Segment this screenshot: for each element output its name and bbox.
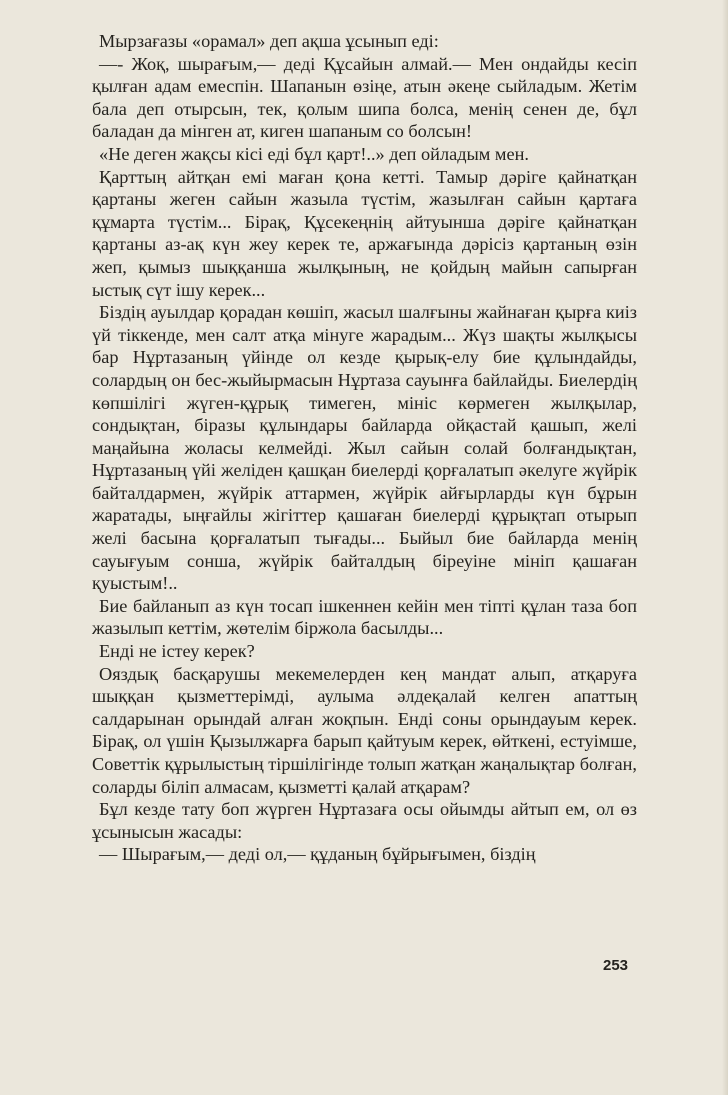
paragraph-7: Енді не істеу керек? xyxy=(99,641,255,662)
page-edge-shadow xyxy=(722,0,728,1095)
paragraph-4: Қарттың айтқан емі маған қона кетті. Тамыр дәріге қайнатқан қартаны жеген сайын жазыла түстім, жазылған сайын қартаға құмарта түстім... Бірақ, Құсекеңнің айтуынша дәріге қайнатқан қартаны аз-ақ күн жеу керек те, аржағында дәрісіз қартаның өзін жеп, қымыз шыққанша жылқының, не қойдың майын сапырған ыстық сүт ішу керек... xyxy=(92,166,637,300)
paragraph-9: Бұл кезде тату боп жүрген Нұртазаға осы ойымды айтып ем, ол өз ұсынысын жасады: xyxy=(92,799,637,842)
paragraph-10: — Шырағым,— деді ол,— құданың бұйрығымен, біздің xyxy=(99,844,536,865)
paragraph-5: Біздің ауылдар қорадан көшіп, жасыл шалғыны жайнаған қырға киіз үй тіккенде, мен салт атқа мінуге жарадым... Жүз шақты жылқысы бар Нұртазаның үйінде ол кезде қырық-елу бие құлындайды, солардың он бес-жыйырмасын Нұртаза сауынға байлайды. Биелердің көпшілігі жүген-құрық тимеген, мініс көрмеген жылқылар, сондықтан, біразы құлындары байларда ойқастай қашып, желі маңайына жоласы келмейді. Жыл сайын солай болғандықтан, Нұртазаның үйі желіден қашқан биелерді қорғалатып әкелуге жүйрік байталдармен, жүйрік аттармен, жүйрік айғырларды күн бұрын жаратады, ыңғайлы жігіттер қашаған биелерді құрықтап отырып желі басына қорғалатып тығады... Быйыл бие байларда менің сауығуым сонша, жүйрік байталдың біреуіне мініп қашаған қуыстым!.. xyxy=(92,302,637,594)
paragraph-6: Бие байланып аз күн тосап ішкеннен кейін мен тіпті құлан таза боп жазылып кеттім, жөтелім біржола басылды... xyxy=(92,595,637,639)
page-number: 253 xyxy=(603,957,629,974)
paragraph-2: —- Жоқ, шырағым,— деді Құсайын алмай.— Мен ондайды кесіп қылған адам емеспін. Шапанын өзіңе, атын әкеңе сыйладым. Жетім бала деп отырсын, тек, қолым шипа болса, менің сенен де, бұл баладан да мінген ат, киген шапаным со болсын! xyxy=(92,53,637,142)
paragraph-8: Ояздық басқарушы мекемелерден кең мандат алып, атқаруға шыққан қызметтерімді, аулыма әлдеқалай келген апаттың салдарынан орындай алған жоқпын. Енді соны орындауым керек. Бірақ, ол үшін Қызылжарға барып қайтуым керек, өйткені, естуімше, Советтік құрылыстың тіршілігінде толып жатқан жаңалықтар болған, соларды біліп алмасам, қызметті қалай атқарам? xyxy=(92,663,637,797)
paragraph-3: «Не деген жақсы кісі еді бұл қарт!..» деп ойладым мен. xyxy=(99,143,529,164)
body-text xyxy=(92,30,637,866)
paragraph-1: Мырзағазы «орамал» деп ақша ұсынып еді: xyxy=(99,31,439,51)
